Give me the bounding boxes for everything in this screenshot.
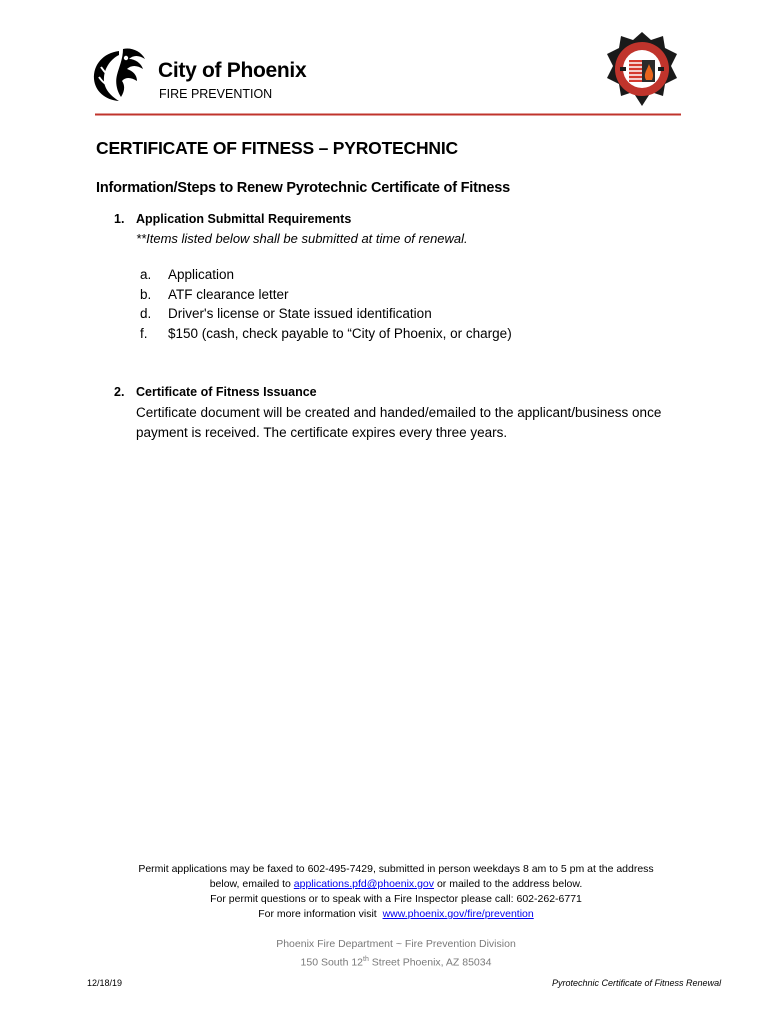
list-item	[140, 326, 512, 346]
list-item-marker: b.	[140, 286, 152, 302]
email-link[interactable]: applications.pfd@phoenix.gov	[293, 878, 435, 890]
address-line-1: Phoenix Fire Department ~ Fire Prevention Division	[276, 938, 516, 950]
section-1-heading: Application Submittal Requirements	[136, 212, 352, 226]
phoenix-bird-icon	[89, 45, 153, 103]
footer-line-2	[96, 877, 696, 892]
list-item-text: Application	[168, 267, 235, 282]
section-2-number: 2.	[114, 385, 125, 399]
address-ordinal-suffix: th	[363, 956, 369, 963]
footer-line-4-prefix: For more information visit	[258, 908, 383, 920]
section-2-body: Certificate document will be created and handed/emailed to the applicant/business once payment is received. The certificate expires every three years.	[136, 405, 662, 440]
requirements-list	[140, 267, 512, 345]
list-item-marker: f.	[140, 325, 148, 341]
footer-contact	[96, 862, 696, 922]
document-name: Pyrotechnic Certificate of Fitness Renewal	[552, 978, 722, 988]
footer-address	[96, 937, 696, 971]
footer-line-3: For permit questions or to speak with a Fire Inspector please call: 602-262-6771	[210, 893, 582, 905]
fire-department-badge-icon	[605, 30, 679, 108]
revision-date: 12/18/19	[87, 978, 123, 988]
footer-line-2-suffix: or mailed to the address below.	[434, 878, 583, 890]
list-item-text: ATF clearance letter	[168, 286, 289, 302]
section-1-note: **Items listed below shall be submitted at time of renewal.	[136, 231, 468, 246]
address-line-2	[96, 952, 696, 971]
website-link[interactable]: www.phoenix.gov/fire/prevention	[382, 908, 534, 920]
org-name: City of Phoenix	[158, 59, 307, 82]
list-item-text: Driver's license or State issued identification	[168, 306, 432, 321]
list-item	[140, 267, 512, 287]
list-item	[140, 306, 512, 326]
footer-line-1: Permit applications may be faxed to 602-495-7429, submitted in person weekdays 8 am to 5 pm at the address	[138, 863, 654, 875]
section-2-heading: Certificate of Fitness Issuance	[136, 385, 317, 399]
org-subtitle: FIRE PREVENTION	[159, 87, 273, 101]
document-title: CERTIFICATE OF FITNESS – PYROTECHNIC	[96, 138, 458, 158]
list-item	[140, 287, 512, 307]
list-item-text: $150 (cash, check payable to “City of Phoenix, or charge)	[168, 325, 512, 341]
section-1-number: 1.	[114, 212, 125, 226]
address-street-rest: Street Phoenix, AZ 85034	[368, 956, 492, 969]
list-item-marker: d.	[140, 306, 152, 321]
footer-line-4	[96, 907, 696, 922]
footer-line-2-prefix: below, emailed to	[209, 878, 294, 890]
document-subtitle: Information/Steps to Renew Pyrotechnic Certificate of Fitness	[96, 180, 511, 196]
address-street-number: 150 South 12	[300, 956, 364, 969]
header-divider	[95, 113, 681, 116]
list-item-marker: a.	[140, 267, 152, 282]
